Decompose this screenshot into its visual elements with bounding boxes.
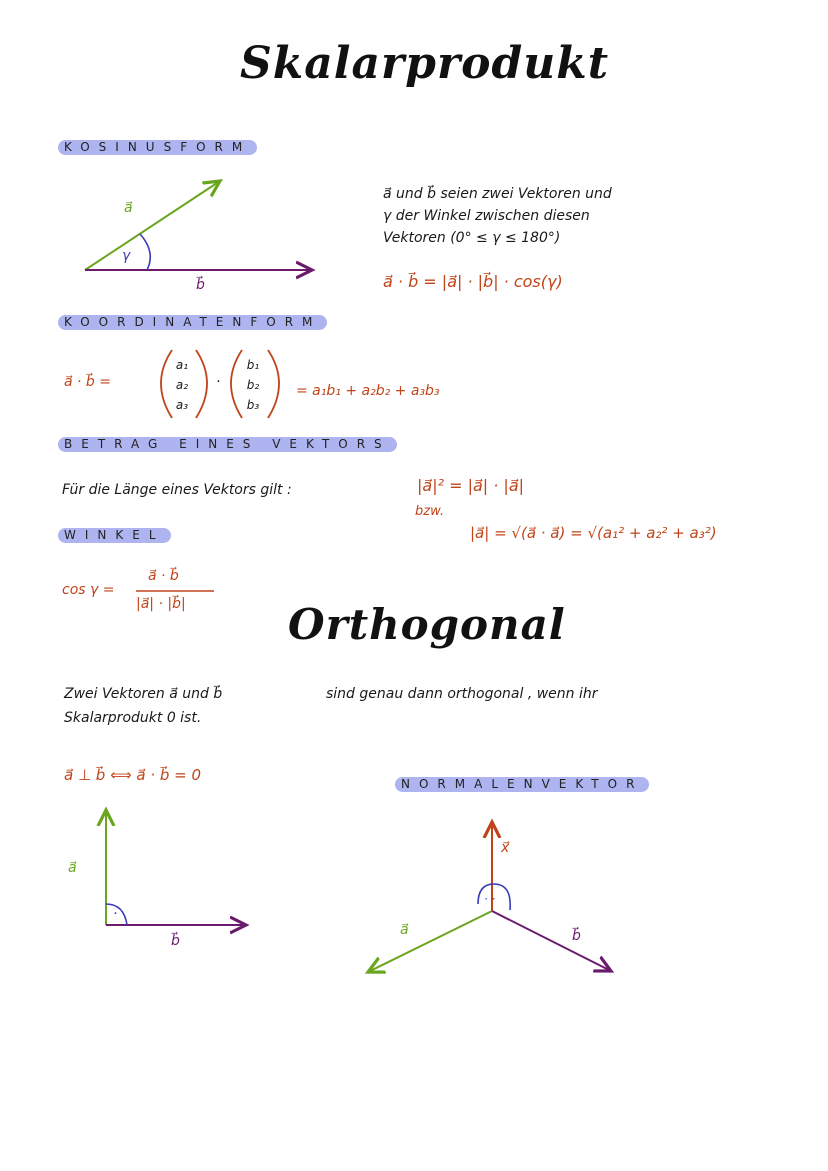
kosinus-label-b: b⃗ xyxy=(196,277,205,293)
ortho-label-a: a⃗ xyxy=(68,860,77,876)
normal-label-b: b⃗ xyxy=(572,928,581,944)
vector-b-components xyxy=(238,355,268,415)
section-kosinusform: KOSINUSFORM xyxy=(58,140,257,155)
section-winkel: WINKEL xyxy=(58,528,171,543)
section-betrag: BETRAG EINES VEKTORS xyxy=(58,437,397,452)
winkel-numerator: a⃗ · b⃗ xyxy=(148,568,179,584)
normal-label-x: x⃗ xyxy=(501,840,510,856)
winkel-denominator: |a⃗| · |b⃗| xyxy=(136,596,186,612)
koordinaten-lhs: a⃗ · b⃗ = xyxy=(64,374,111,390)
kosinus-desc-line3: Vektoren (0° ≤ γ ≤ 180°) xyxy=(383,230,561,246)
bracket-a-right xyxy=(196,350,207,418)
ortho-right-angle-dot: · xyxy=(113,906,118,922)
vector-a-line xyxy=(85,181,220,270)
b2: b₂ xyxy=(246,378,260,392)
koordinaten-dot: · xyxy=(216,374,221,390)
kosinus-desc-line2: γ der Winkel zwischen diesen xyxy=(383,208,590,224)
bracket-b-right xyxy=(268,350,279,418)
koordinaten-rhs: = a₁b₁ + a₂b₂ + a₃b₃ xyxy=(296,383,440,399)
winkel-lhs: cos γ = xyxy=(62,582,115,598)
a2: a₂ xyxy=(175,378,189,392)
kosinus-label-a: a⃗ xyxy=(124,200,133,216)
kosinus-formula: a⃗ · b⃗ = |a⃗| · |b⃗| · cos(γ) xyxy=(383,272,563,291)
ortho-formula: a⃗ ⊥ b⃗ ⟺ a⃗ · b⃗ = 0 xyxy=(64,766,202,784)
orthogonal-title: Orthogonal xyxy=(288,600,566,649)
kosinus-label-gamma: γ xyxy=(122,248,131,264)
kosinus-desc-line1: a⃗ und b⃗ seien zwei Vektoren und xyxy=(383,186,612,202)
normal-a-line xyxy=(368,911,492,972)
a3: a₃ xyxy=(175,398,189,412)
section-normalenvektor: NORMALENVEKTOR xyxy=(395,777,649,792)
ortho-desc-line1-right: sind genau dann orthogonal , wenn ihr xyxy=(326,686,598,702)
ortho-desc-line1-left: Zwei Vektoren a⃗ und b⃗ xyxy=(64,686,223,702)
betrag-text: Für die Länge eines Vektors gilt : xyxy=(62,482,292,498)
b3: b₃ xyxy=(246,398,260,412)
b1: b₁ xyxy=(246,358,260,372)
a1: a₁ xyxy=(175,358,189,372)
vector-a-components xyxy=(167,355,197,415)
gamma-arc xyxy=(140,234,150,270)
section-koordinatenform: KOORDINATENFORM xyxy=(58,315,327,330)
betrag-formula1: |a⃗|² = |a⃗| · |a⃗| xyxy=(417,476,525,495)
ortho-desc-line2: Skalarprodukt 0 ist. xyxy=(64,710,202,726)
normal-b-line xyxy=(492,911,611,971)
normal-right-angle-dots: · · xyxy=(484,892,496,906)
betrag-bzw: bzw. xyxy=(415,504,445,519)
normal-label-a: a⃗ xyxy=(400,922,409,938)
page-title: Skalarprodukt xyxy=(240,38,610,89)
ortho-label-b: b⃗ xyxy=(171,933,180,949)
betrag-formula2: |a⃗| = √(a⃗ · a⃗) = √(a₁² + a₂² + a₃²) xyxy=(470,524,717,542)
